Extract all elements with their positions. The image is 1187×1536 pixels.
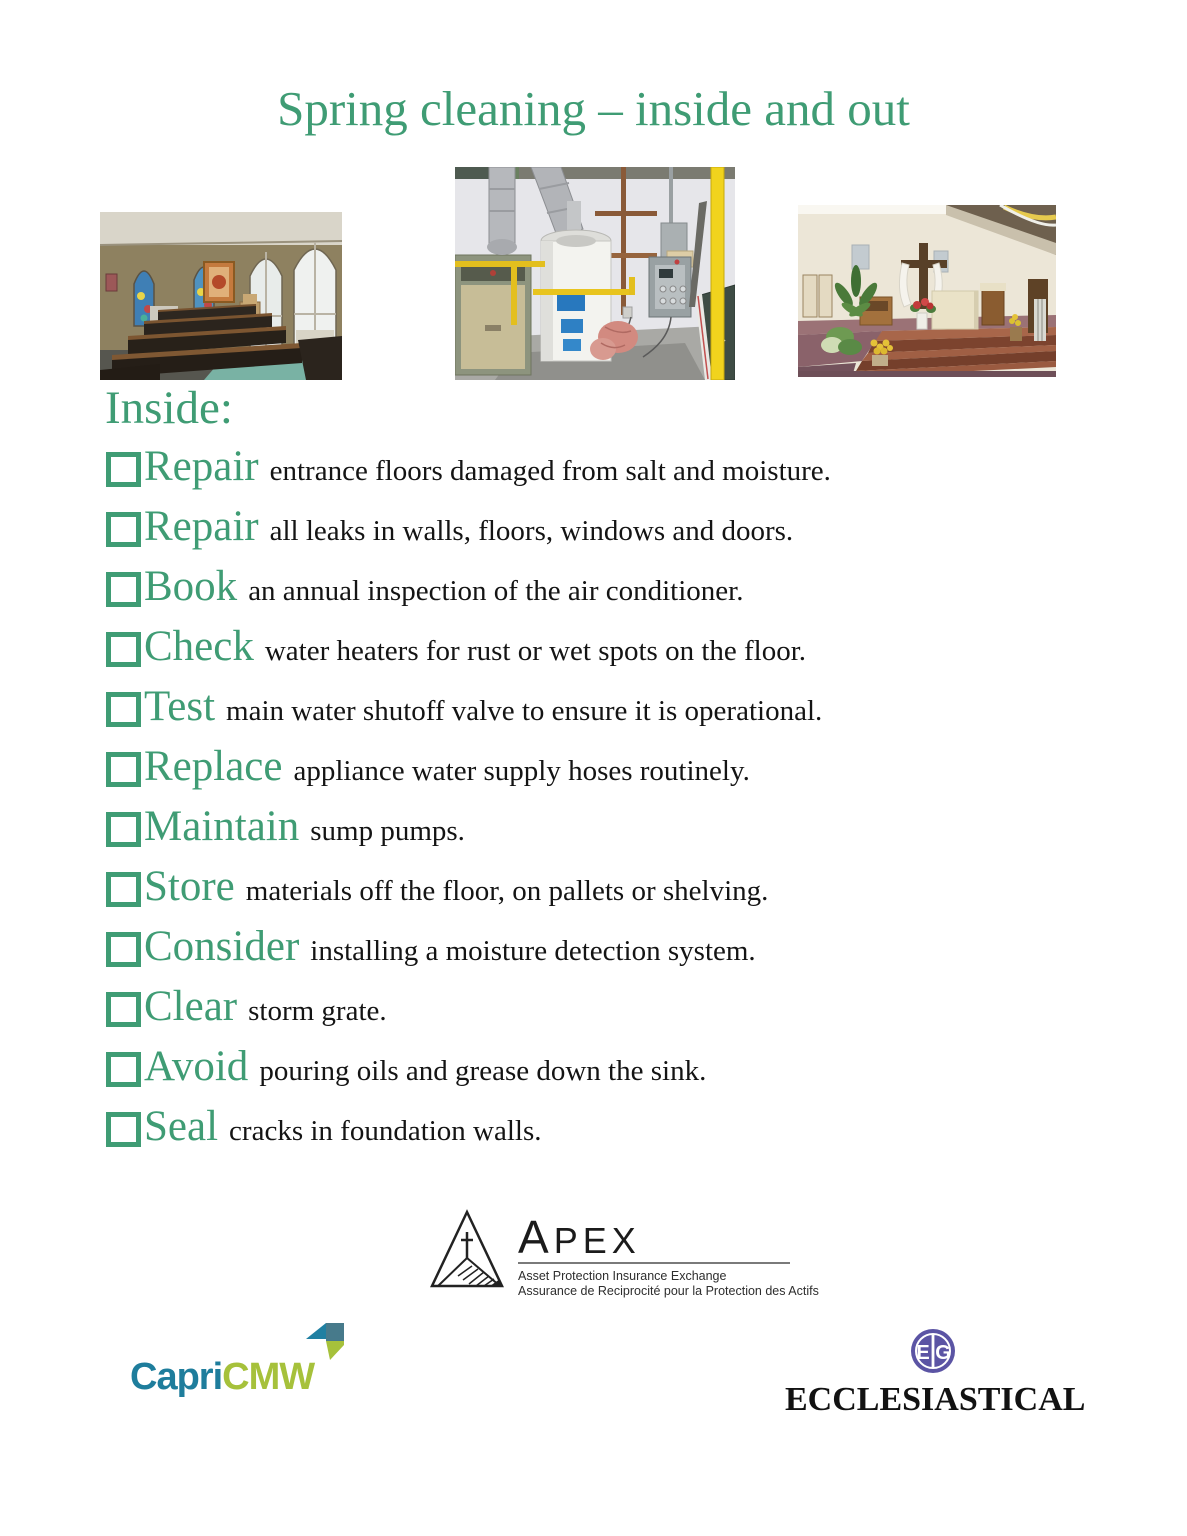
apex-rule: [518, 1262, 790, 1264]
checkbox-icon: [106, 932, 141, 967]
photo-church-sanctuary: [798, 205, 1056, 377]
checklist: [106, 445, 1096, 1165]
checklist-keyword: Repair: [144, 503, 259, 550]
capricmw-logo: [118, 1318, 363, 1402]
checklist-item: [106, 445, 1096, 488]
capricmw-wordmark: CapriCMW: [130, 1356, 315, 1398]
checklist-item: [106, 1105, 1096, 1148]
checklist-item: [106, 925, 1096, 968]
checklist-item: [106, 505, 1096, 548]
checkbox-icon: [106, 632, 141, 667]
checklist-text: installing a moisture detection system.: [310, 935, 756, 967]
checklist-text: entrance floors damaged from salt and moisture.: [269, 455, 831, 487]
apex-tagline-en: Asset Protection Insurance Exchange: [518, 1269, 727, 1283]
checklist-keyword: Store: [144, 863, 235, 910]
checklist-item: [106, 805, 1096, 848]
checkbox-icon: [106, 452, 141, 487]
checklist-item: [106, 985, 1096, 1028]
apex-wordmark: APEX: [518, 1211, 641, 1263]
checklist-text: appliance water supply hoses routinely.: [293, 755, 750, 787]
chapel-photo-graphic: [100, 212, 342, 380]
mechanical-room-photo-graphic: [455, 167, 735, 380]
checklist-item: [106, 685, 1096, 728]
checkbox-icon: [106, 692, 141, 727]
checklist-keyword: Clear: [144, 983, 238, 1030]
checklist-item: [106, 1045, 1096, 1088]
apex-tagline-fr: Assurance de Reciprocité pour la Protection des Actifs: [518, 1284, 819, 1298]
page-title: Spring cleaning – inside and out: [277, 81, 910, 136]
checkbox-icon: [106, 752, 141, 787]
checklist-text: main water shutoff valve to ensure it is operational.: [226, 695, 823, 727]
checklist-keyword: Consider: [144, 923, 300, 970]
checklist-item: [106, 565, 1096, 608]
checkbox-icon: [106, 572, 141, 607]
checklist-text: an annual inspection of the air conditioner.: [248, 575, 744, 607]
checklist-keyword: Maintain: [144, 803, 300, 850]
checklist-keyword: Test: [144, 683, 216, 730]
svg-text:G: G: [934, 1342, 951, 1364]
checklist-item: [106, 865, 1096, 908]
apex-text-block: [518, 1208, 819, 1299]
checklist-text: cracks in foundation walls.: [229, 1115, 542, 1147]
checkbox-icon: [106, 992, 141, 1027]
checklist-keyword: Repair: [144, 443, 259, 490]
apex-triangle-icon: [428, 1208, 506, 1290]
photo-chapel-interior: [100, 212, 342, 380]
checklist-keyword: Seal: [144, 1103, 219, 1150]
checkbox-icon: [106, 812, 141, 847]
section-heading: Inside:: [105, 382, 233, 434]
checkbox-icon: [106, 872, 141, 907]
checklist-text: storm grate.: [248, 995, 387, 1027]
eig-monogram-icon: [910, 1328, 956, 1374]
sanctuary-photo-graphic: [798, 205, 1056, 377]
checklist-text: pouring oils and grease down the sink.: [259, 1055, 707, 1087]
apex-logo: [428, 1208, 819, 1299]
checklist-keyword: Book: [144, 563, 238, 610]
checkbox-icon: [106, 512, 141, 547]
checklist-keyword: Check: [144, 623, 254, 670]
svg-text:E: E: [915, 1342, 930, 1364]
ecclesiastical-wordmark: ECCLESIASTICAL: [785, 1381, 1086, 1418]
checklist-text: sump pumps.: [310, 815, 465, 847]
checkbox-icon: [106, 1112, 141, 1147]
checklist-text: all leaks in walls, floors, windows and doors.: [269, 515, 794, 547]
checklist-item: [106, 745, 1096, 788]
photo-mechanical-room: [455, 167, 735, 380]
checklist-keyword: Replace: [144, 743, 283, 790]
ecclesiastical-logo: [785, 1328, 1086, 1418]
checklist-text: materials off the floor, on pallets or shelving.: [245, 875, 769, 907]
checklist-item: [106, 625, 1096, 668]
checklist-text: water heaters for rust or wet spots on the floor.: [264, 635, 807, 667]
checklist-keyword: Avoid: [144, 1043, 249, 1090]
checkbox-icon: [106, 1052, 141, 1087]
